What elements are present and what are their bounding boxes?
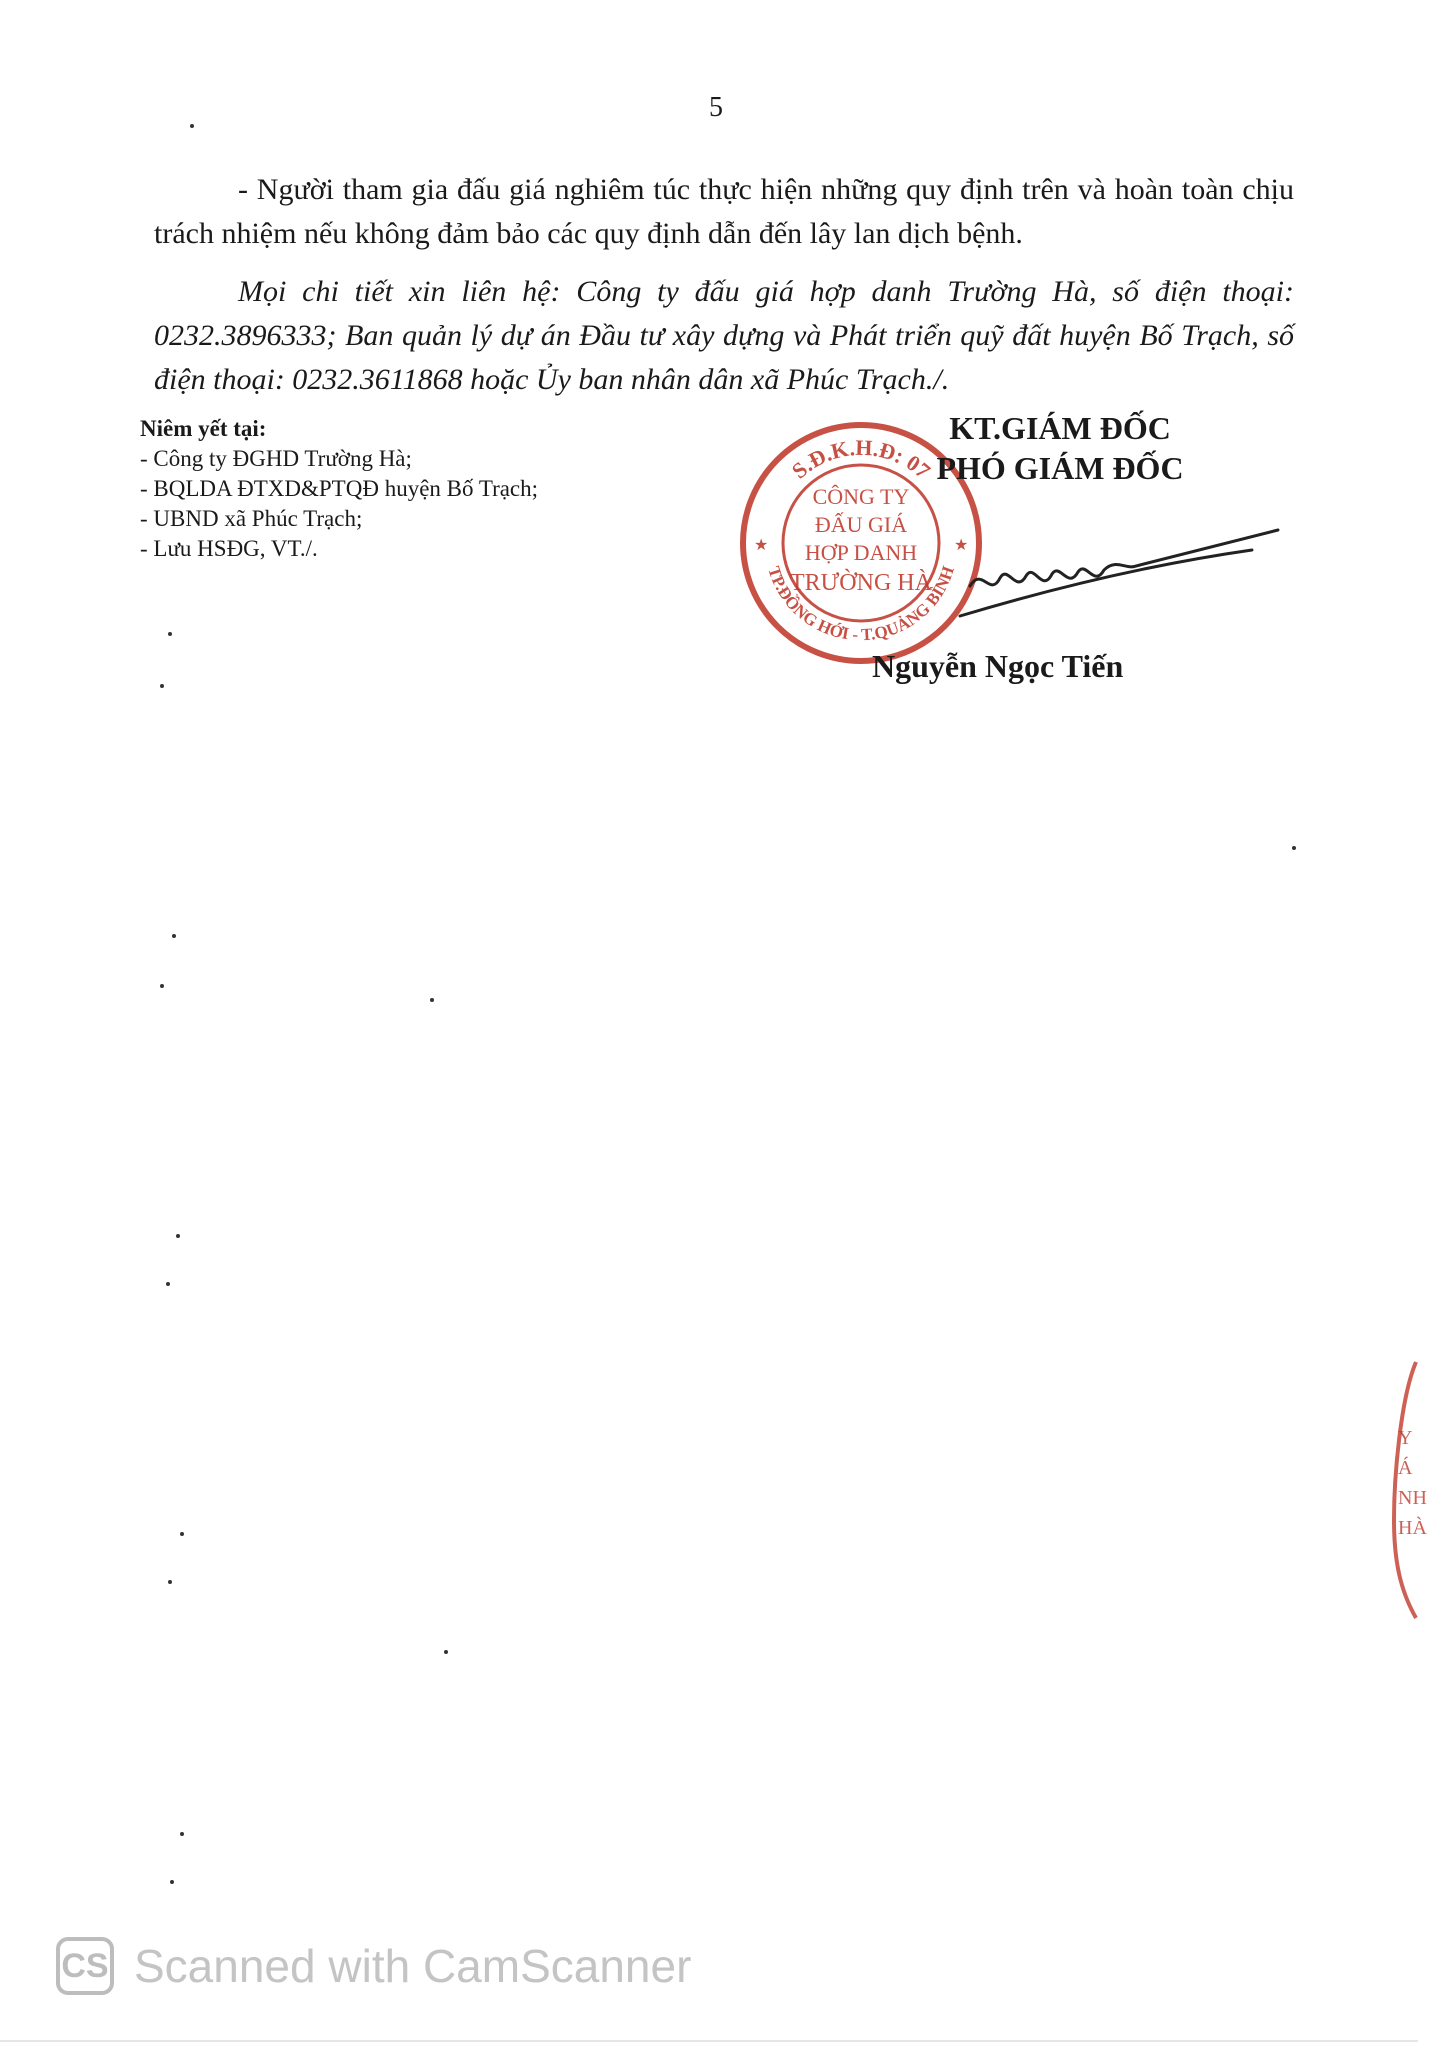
svg-text:HÀ: HÀ [1398, 1517, 1427, 1539]
svg-text:NH: NH [1398, 1487, 1427, 1509]
camscanner-text: Scanned with CamScanner [134, 1940, 692, 1992]
svg-text:★: ★ [754, 537, 769, 554]
signature-title-block [860, 408, 1260, 488]
body-paragraph-2: Mọi chi tiết xin liên hệ: Công ty đấu giá hợp danh Trường Hà, số điện thoại: 0232.3896333; Ban quản lý dự án Đầu tư xây dựng và Phát triển quỹ đất huyện Bố Trạch, số điện thoại: 0232.3611868 hoặc Ủy ban nhân dân xã Phúc Trạch./. [154, 275, 1294, 396]
camscanner-watermark [56, 1930, 691, 2002]
edge-stamp-fragment [1380, 1360, 1427, 1620]
scan-speck [1292, 846, 1296, 850]
svg-text:ĐẤU GIÁ: ĐẤU GIÁ [814, 512, 908, 537]
scan-speck [430, 998, 434, 1002]
scan-speck [180, 1532, 184, 1536]
scan-speck [168, 632, 172, 636]
scan-speck [176, 1234, 180, 1238]
scan-speck [160, 984, 164, 988]
page-number: 5 [709, 92, 723, 123]
svg-text:Á: Á [1398, 1457, 1413, 1479]
scan-speck [172, 934, 176, 938]
handwritten-signature [960, 508, 1280, 628]
posted-at-item: - Công ty ĐGHD Trường Hà; [140, 446, 412, 471]
camscanner-logo-icon: CS [56, 1937, 114, 1995]
svg-text:S.Đ.K.H.Đ: 07: S.Đ.K.H.Đ: 07 [786, 434, 936, 484]
svg-text:CÔNG TY: CÔNG TY [812, 484, 910, 509]
posted-at-item: - BQLDA ĐTXD&PTQĐ huyện Bố Trạch; [140, 476, 539, 501]
signer-name: Nguyễn Ngọc Tiến [872, 648, 1124, 684]
posted-at-title: Niêm yết tại: [140, 416, 267, 441]
svg-text:★: ★ [954, 537, 969, 554]
page-bottom-edge [0, 2040, 1418, 2042]
scan-speck [180, 1832, 184, 1836]
posted-at-item: - Lưu HSĐG, VT./. [140, 536, 318, 561]
signature-title-line1: KT.GIÁM ĐỐC [949, 410, 1171, 446]
scan-speck [160, 684, 164, 688]
body-paragraph-1: - Người tham gia đấu giá nghiêm túc thực hiện những quy định trên và hoàn toàn chịu trách nhiệm nếu không đảm bảo các quy định dẫn đến lây lan dịch bệnh. [154, 173, 1294, 250]
scan-speck [166, 1282, 170, 1286]
scan-speck [170, 1880, 174, 1884]
scan-speck [168, 1580, 172, 1584]
signature-title-line2: PHÓ GIÁM ĐỐC [936, 450, 1184, 486]
posted-at-list [140, 414, 538, 564]
svg-text:TP.ĐỒNG HỚI - T.QUẢNG BÌNH: TP.ĐỒNG HỚI - T.QUẢNG BÌNH [764, 563, 958, 645]
scan-speck [190, 124, 194, 128]
posted-at-item: - UBND xã Phúc Trạch; [140, 506, 363, 531]
scan-speck [444, 1650, 448, 1654]
svg-text:HỢP DANH: HỢP DANH [804, 540, 918, 565]
svg-text:Y: Y [1398, 1427, 1413, 1449]
svg-text:TRƯỜNG HÀ: TRƯỜNG HÀ [790, 570, 932, 596]
